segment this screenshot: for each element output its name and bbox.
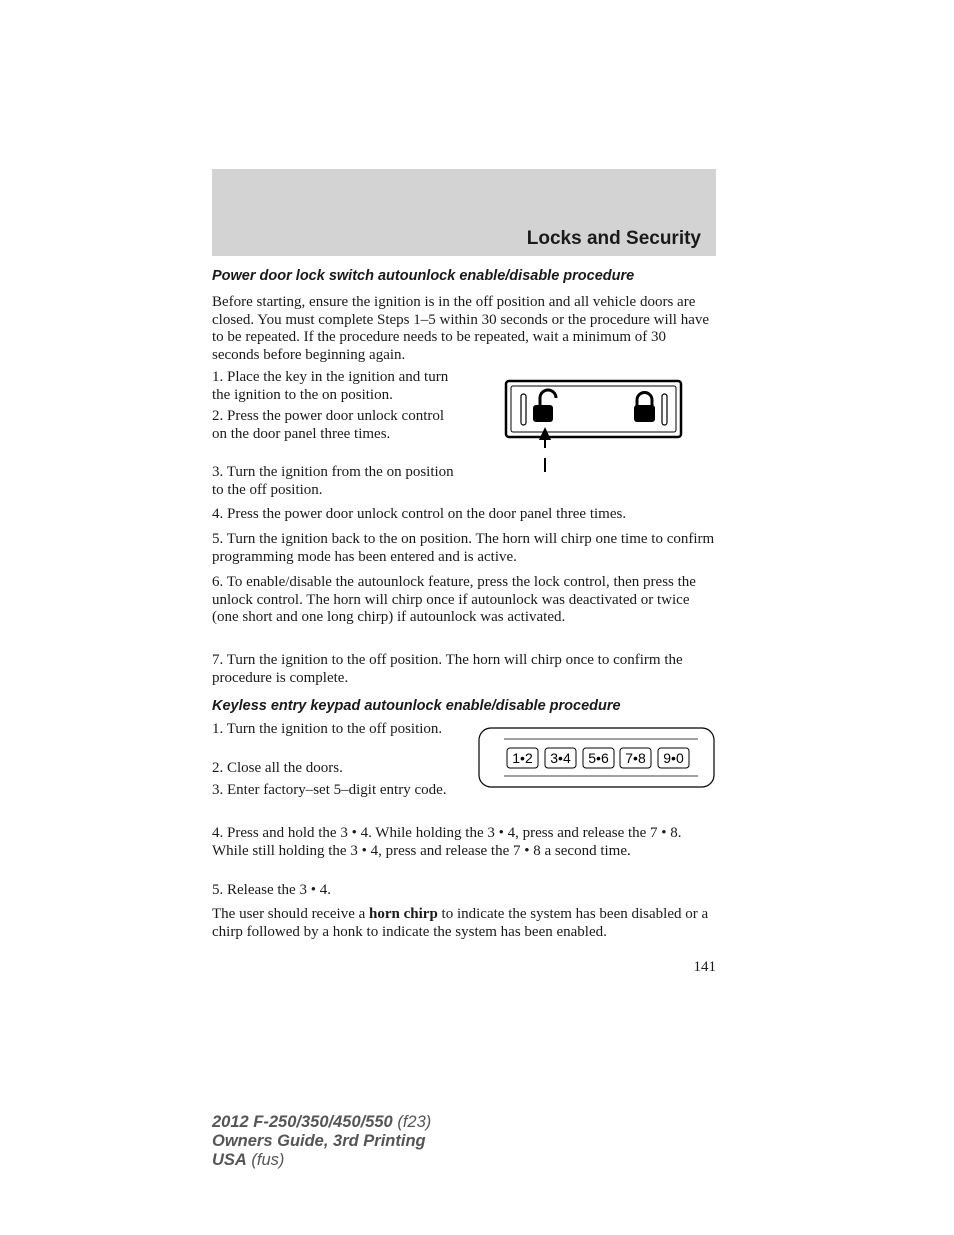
keypad-heading: Keyless entry keypad autounlock enable/disable procedure [212,698,621,714]
keyless-entry-keypad-illustration [476,726,718,790]
step-1: 1. Place the key in the ignition and turn the ignition to the on position. [212,369,449,403]
keypad-step-5: 5. Release the 3 • 4. [212,882,331,898]
closing-paragraph [212,906,717,941]
keypad-step-4: 4. Press and hold the 3 • 4. While holding the 3 • 4, press and release the 7 • 8. While still holding the 3 • 4, press and release the 7 • 8 a second time. [212,825,682,859]
keypad-button-3-4 [545,748,576,768]
power-lock-heading: Power door lock switch autounlock enable/disable procedure [212,268,635,284]
svg-text:1•2: 1•2 [512,750,533,766]
keypad-step-2: 2. Close all the doors. [212,760,343,776]
svg-text:5•6: 5•6 [588,750,609,766]
section-header-band [212,169,716,256]
step-6: 6. To enable/disable the autounlock feature, press the lock control, then press the unlock control. The horn will chirp once if autounlock was deactivated or twice (one short and one long chirp) if autounlock was activated. [212,574,696,626]
step-4: 4. Press the power door unlock control on the door panel three times. [212,506,627,522]
section-title: Locks and Security [526,228,701,249]
page-number: 141 [693,959,716,975]
step-5: 5. Turn the ignition back to the on position. The horn will chirp one time to confirm programming mode has been entered and is active. [212,531,715,565]
keypad-step-1: 1. Turn the ignition to the off position. [212,721,443,737]
footer-line-3 [212,1151,431,1170]
step-3: 3. Turn the ignition from the on position to the off position. [212,464,454,498]
footer-model: 2012 F-250/350/450/550 [212,1113,393,1131]
svg-text:7•8: 7•8 [625,750,646,766]
keypad-button-5-6 [583,748,614,768]
step-7: 7. Turn the ignition to the off position. The horn will chirp once to confirm the procedure is complete. [212,652,683,686]
closing-text-start: The user should receive a [212,906,370,922]
horn-chirp-emphasis: horn chirp [369,906,438,922]
document-footer [212,1113,431,1170]
keypad-button-1-2 [507,748,538,768]
footer-market: USA [212,1151,247,1169]
step-2: 2. Press the power door unlock control on the door panel three times. [212,408,445,442]
intro-paragraph: Before starting, ensure the ignition is in the off position and all vehicle doors are closed. You must complete Steps 1–5 within 30 seconds or the procedure will have to be repeated. If the procedure needs to be repeated, wait a minimum of 30 seconds before beginning again. [212,294,710,363]
footer-model-code: (f23) [392,1113,432,1131]
svg-text:9•0: 9•0 [663,750,684,766]
closing-text-end: to indicate the system has been disabled or a chirp followed by a honk to indicate the system has been enabled. [212,906,709,940]
footer-market-code: (fus) [246,1151,285,1169]
keypad-button-9-0 [658,748,689,768]
keypad-button-7-8 [620,748,651,768]
keypad-step-3: 3. Enter factory–set 5–digit entry code. [212,782,447,798]
footer-line-2: Owners Guide, 3rd Printing [212,1132,426,1150]
svg-text:3•4: 3•4 [550,750,571,766]
footer-line-1 [212,1113,431,1132]
power-door-lock-switch-illustration [500,376,690,478]
